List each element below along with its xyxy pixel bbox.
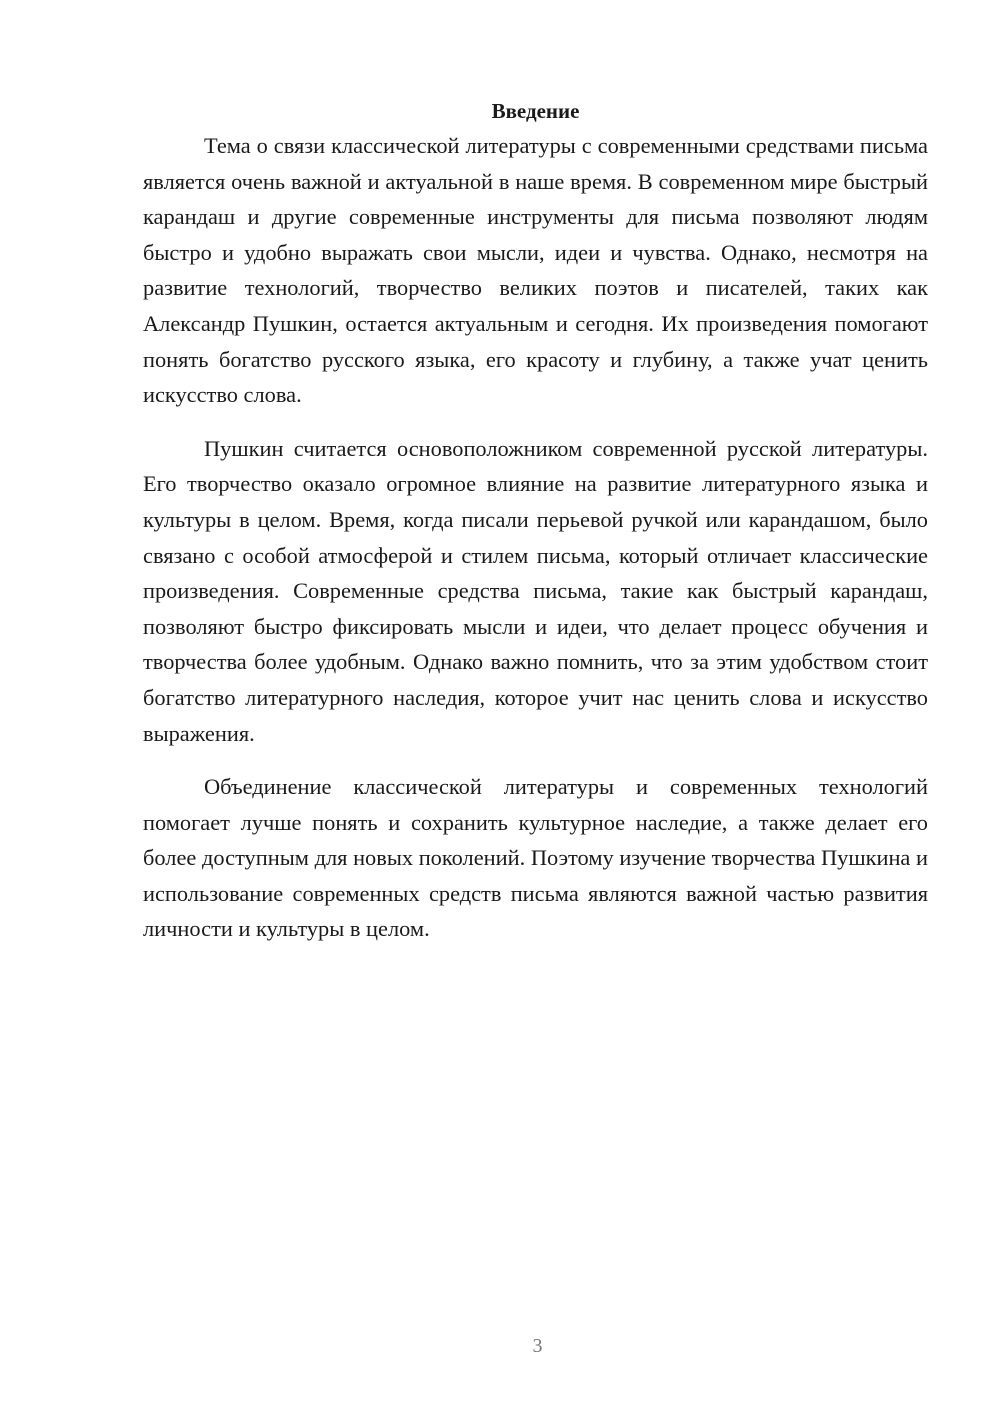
page-content — [143, 96, 928, 965]
paragraph-2: Пушкин считается основоположником современной русской литературы. Его творчество оказало огромное влияние на развитие литературного языка и культуры в целом. Время, когда писали перьевой ручкой или карандашом, было связано с особой атмосферой и стилем письма, который отличает классические произведения. Современные средства письма, такие как быстрый карандаш, позволяют быстро фиксировать мысли и идеи, что делает процесс обучения и творчества более удобным. Однако важно помнить, что за этим удобством стоит богатство литературного наследия, которое учит нас ценить слова и искусство выражения. — [143, 435, 928, 746]
section-heading: Введение — [491, 99, 580, 123]
paragraph-1: Тема о связи классической литературы с современными средствами письма является очень важной и актуальной в наше время. В современном мире быстрый карандаш и другие современные инструменты для письма позволяют людям быстро и удобно выражать свои мысли, идеи и чувства. Однако, несмотря на развитие технологий, творчество великих поэтов и писателей, таких как Александр Пушкин, остается актуальным и сегодня. Их произведения помогают понять богатство русского языка, его красоту и глубину, а также учат ценить искусство слова. — [143, 133, 928, 408]
page-number: 3 — [532, 1335, 543, 1357]
paragraph-3: Объединение классической литературы и современных технологий помогает лучше понять и сохранить культурное наследие, а также делает его более доступным для новых поколений. Поэтому изучение творчества Пушкина и использование современных средств письма являются важной частью развития личности и культуры в целом. — [143, 774, 928, 942]
